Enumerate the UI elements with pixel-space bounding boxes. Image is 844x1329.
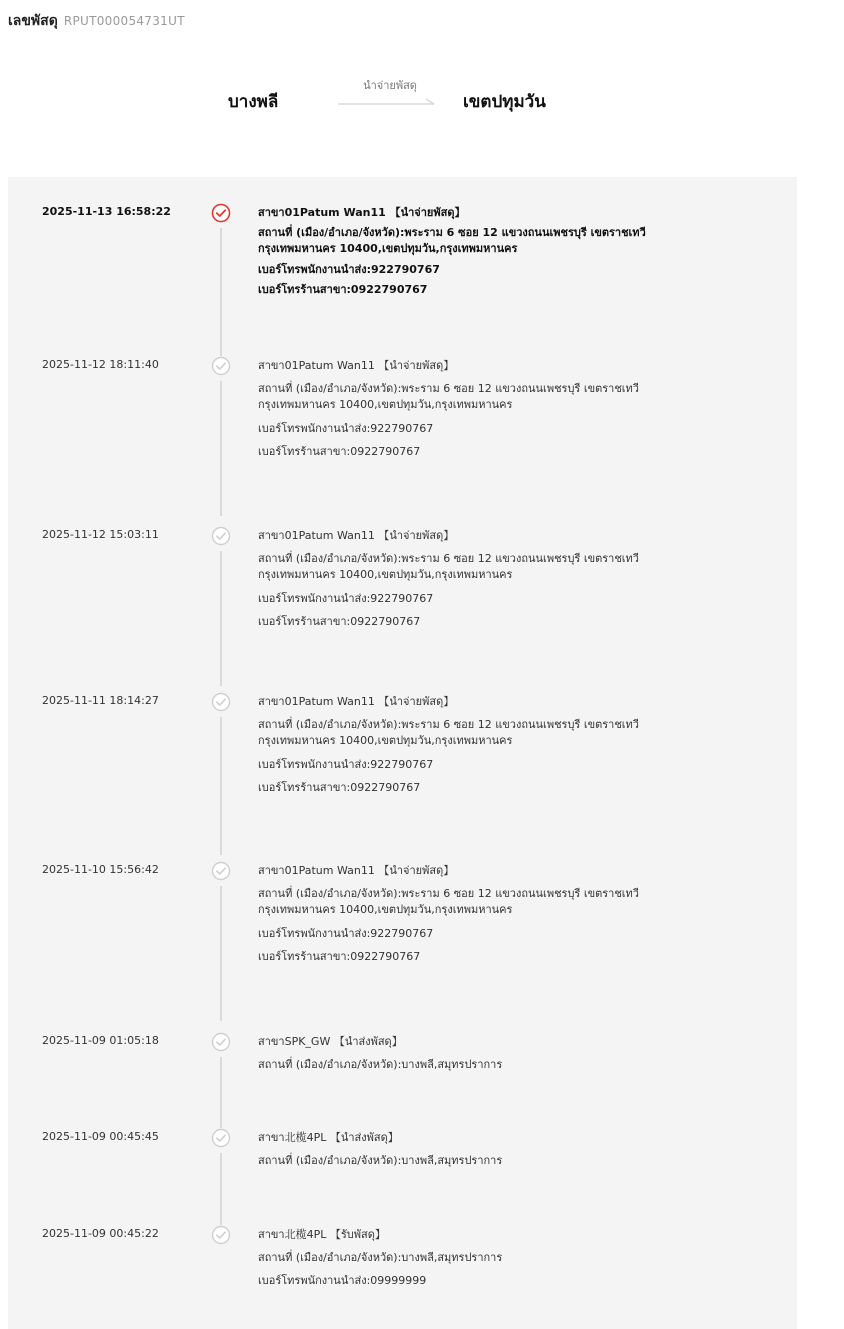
- tracking-timeline: [8, 177, 797, 1329]
- timeline-connector: [220, 886, 222, 1021]
- timeline-connector: [220, 1057, 222, 1132]
- event-branch-phone: เบอร์โทรร้านสาขา:0922790767: [258, 781, 421, 794]
- event-branch: สาขา01Patum Wan11 【นำจ่ายพัสดุ】: [258, 695, 455, 708]
- check-circle-gray-icon: [211, 1128, 231, 1148]
- event-location: สถานที่ (เมือง/อำเภอ/จังหวัด):พระราม 6 ซอย 12 แขวงถนนเพชรบุรี เขตราชเทวี กรุงเทพมหานคร 10400,เขตปทุมวัน,กรุงเทพมหานคร: [258, 718, 643, 747]
- event-details: [258, 205, 678, 302]
- event-details: [258, 358, 678, 467]
- tracking-number: RPUT000054731UT: [63, 14, 185, 28]
- event-time: 2025-11-09 00:45:22: [42, 1227, 159, 1240]
- event-details: [258, 1034, 678, 1080]
- event-courier-phone: เบอร์โทรพนักงานนำส่ง:922790767: [258, 927, 434, 940]
- event-branch-phone: เบอร์โทรร้านสาขา:0922790767: [258, 445, 421, 458]
- event-location: สถานที่ (เมือง/อำเภอ/จังหวัด):พระราม 6 ซอย 12 แขวงถนนเพชรบุรี เขตราชเทวี กรุงเทพมหานคร 10400,เขตปทุมวัน,กรุงเทพมหานคร: [258, 552, 643, 581]
- route-destination: เขตปทุมวัน: [463, 92, 546, 112]
- event-time: 2025-11-09 01:05:18: [42, 1034, 159, 1047]
- event-branch-phone: เบอร์โทรร้านสาขา:0922790767: [258, 283, 428, 296]
- event-courier-phone: เบอร์โทรพนักงานนำส่ง:09999999: [258, 1274, 427, 1287]
- event-branch: สาขา北榄4PL 【นำส่งพัสดุ】: [258, 1131, 399, 1144]
- check-circle-red-icon: [211, 203, 231, 223]
- check-circle-gray-icon: [211, 861, 231, 881]
- check-circle-gray-icon: [211, 526, 231, 546]
- event-time: 2025-11-12 18:11:40: [42, 358, 159, 371]
- timeline-connector: [220, 381, 222, 516]
- event-courier-phone: เบอร์โทรพนักงานนำส่ง:922790767: [258, 592, 434, 605]
- event-location: สถานที่ (เมือง/อำเภอ/จังหวัด):บางพลี,สมุทรปราการ: [258, 1058, 503, 1071]
- event-location: สถานที่ (เมือง/อำเภอ/จังหวัด):บางพลี,สมุทรปราการ: [258, 1154, 503, 1167]
- event-courier-phone: เบอร์โทรพนักงานนำส่ง:922790767: [258, 422, 434, 435]
- check-circle-gray-icon: [211, 1032, 231, 1052]
- event-branch: สาขาSPK_GW 【นำส่งพัสดุ】: [258, 1035, 403, 1048]
- event-time: 2025-11-12 15:03:11: [42, 528, 159, 541]
- event-branch: สาขา01Patum Wan11 【นำจ่ายพัสดุ】: [258, 529, 455, 542]
- route-status: นำจ่ายพัสดุ: [363, 79, 417, 92]
- route-arrow-icon: [338, 96, 438, 108]
- event-courier-phone: เบอร์โทรพนักงานนำส่ง:922790767: [258, 263, 440, 276]
- tracking-number-label: เลขพัสดุ: [8, 13, 58, 29]
- timeline-connector: [220, 1153, 222, 1231]
- event-details: [258, 1130, 678, 1176]
- event-details: [258, 1227, 678, 1296]
- event-courier-phone: เบอร์โทรพนักงานนำส่ง:922790767: [258, 758, 434, 771]
- timeline-connector: [220, 551, 222, 686]
- event-details: [258, 863, 678, 972]
- timeline-connector: [220, 228, 222, 368]
- event-details: [258, 528, 678, 637]
- event-location: สถานที่ (เมือง/อำเภอ/จังหวัด):บางพลี,สมุทรปราการ: [258, 1251, 503, 1264]
- event-location: สถานที่ (เมือง/อำเภอ/จังหวัด):พระราม 6 ซอย 12 แขวงถนนเพชรบุรี เขตราชเทวี กรุงเทพมหานคร 10400,เขตปทุมวัน,กรุงเทพมหานคร: [258, 226, 650, 255]
- event-time: 2025-11-13 16:58:22: [42, 205, 171, 218]
- event-time: 2025-11-09 00:45:45: [42, 1130, 159, 1143]
- event-time: 2025-11-10 15:56:42: [42, 863, 159, 876]
- event-branch: สาขา01Patum Wan11 【นำจ่ายพัสดุ】: [258, 359, 455, 372]
- event-branch: สาขา01Patum Wan11 【นำจ่ายพัสดุ】: [258, 206, 466, 219]
- event-branch-phone: เบอร์โทรร้านสาขา:0922790767: [258, 950, 421, 963]
- event-branch: สาขา01Patum Wan11 【นำจ่ายพัสดุ】: [258, 864, 455, 877]
- route-summary: [0, 0, 844, 130]
- check-circle-gray-icon: [211, 356, 231, 376]
- route-origin: บางพลี: [228, 92, 279, 112]
- timeline-connector: [220, 717, 222, 855]
- event-branch: สาขา北榄4PL 【รับพัสดุ】: [258, 1228, 386, 1241]
- check-circle-gray-icon: [211, 692, 231, 712]
- check-circle-gray-icon: [211, 1225, 231, 1245]
- event-time: 2025-11-11 18:14:27: [42, 694, 159, 707]
- event-location: สถานที่ (เมือง/อำเภอ/จังหวัด):พระราม 6 ซอย 12 แขวงถนนเพชรบุรี เขตราชเทวี กรุงเทพมหานคร 10400,เขตปทุมวัน,กรุงเทพมหานคร: [258, 887, 643, 916]
- event-branch-phone: เบอร์โทรร้านสาขา:0922790767: [258, 615, 421, 628]
- event-location: สถานที่ (เมือง/อำเภอ/จังหวัด):พระราม 6 ซอย 12 แขวงถนนเพชรบุรี เขตราชเทวี กรุงเทพมหานคร 10400,เขตปทุมวัน,กรุงเทพมหานคร: [258, 382, 643, 411]
- event-details: [258, 694, 678, 803]
